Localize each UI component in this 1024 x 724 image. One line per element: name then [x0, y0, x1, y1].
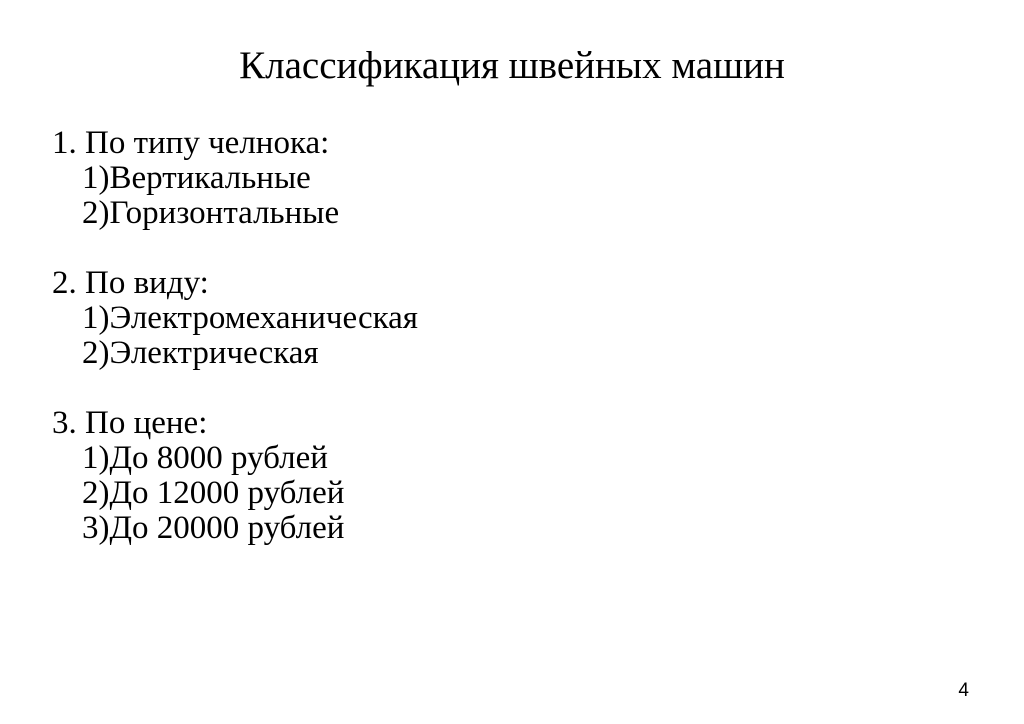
slide-title: Классификация швейных машин [239, 44, 785, 87]
classification-list [52, 126, 952, 581]
list-item: 2)До 12000 рублей [82, 475, 345, 511]
list-item: 1)Электромеханическая [82, 300, 418, 336]
classification-section [52, 126, 952, 231]
page-number: 4 [958, 680, 969, 701]
section-heading: 3. По цене: [52, 405, 208, 441]
section-heading: 1. По типу челнока: [52, 125, 330, 161]
list-item: 1)Вертикальные [82, 160, 311, 196]
list-item: 3)До 20000 рублей [82, 510, 345, 546]
list-item: 1)До 8000 рублей [82, 440, 328, 476]
list-item: 2)Горизонтальные [82, 195, 340, 231]
section-heading: 2. По виду: [52, 265, 209, 301]
classification-section [52, 266, 952, 371]
classification-section [52, 406, 952, 546]
list-item: 2)Электрическая [82, 335, 319, 371]
